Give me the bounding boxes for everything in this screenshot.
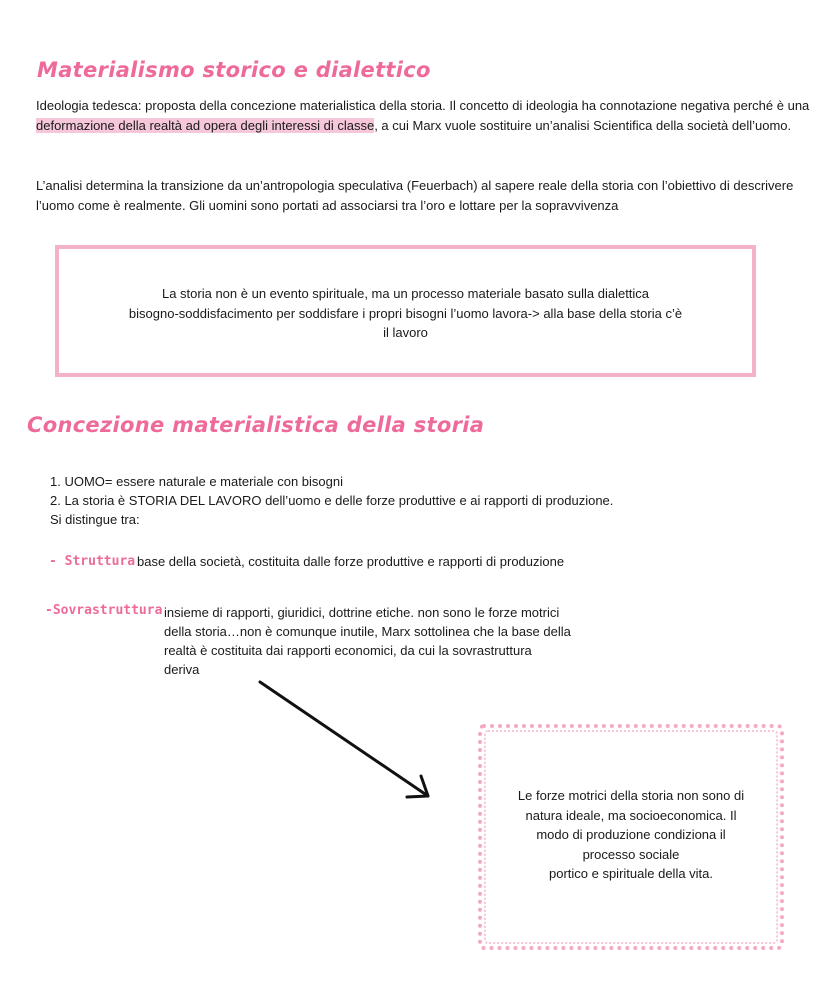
highlighted-text: deformazione della realtà ad opera degli interessi di classe <box>36 117 375 133</box>
definition-line: insieme di rapporti, giuridici, dottrine etiche. non sono le forze motrici <box>164 605 560 620</box>
paragraph-analisi: L’analisi determina la transizione da un’antropologia speculativa (Feuerbach) al sapere reale della storia con l’obiettivo di descrivere l’uomo come è realmente. Gli uomini sono portati ad associarsi tra l’oro e lottare per la sopravvivenza <box>36 178 794 213</box>
arrow-icon <box>250 672 440 807</box>
definition-line: della storia…non è comunque inutile, Marx sottolinea che la base della <box>164 624 571 639</box>
definition-sovrastruttura <box>164 603 634 679</box>
callout-line: natura ideale, ma socioeconomica. Il <box>525 807 737 823</box>
list-item: 2. La storia è STORIA DEL LAVORO dell’uomo e delle forze produttive e ai rapporti di produzione. <box>50 493 614 508</box>
definition-line: deriva <box>164 662 200 677</box>
section-title-concezione: Concezione materialistica della storia <box>27 413 485 437</box>
callout-line: Le forze motrici della storia non sono di <box>517 788 745 803</box>
callout-text <box>86 284 726 343</box>
callout-line: bisogno-soddisfacimento per soddisfare i propri bisogni l’uomo lavora-> alla base della storia c’è <box>128 305 683 321</box>
callout-line: La storia non è un evento spirituale, ma un processo materiale basato sulla dialettica <box>161 286 650 301</box>
term-struttura: - Struttura <box>49 554 136 569</box>
callout-box-forze-motrici <box>478 724 784 950</box>
callout-line: portico e spirituale della vita. <box>548 866 714 881</box>
numbered-list <box>50 472 613 529</box>
paragraph-text: Ideologia tedesca: proposta della concezione materialistica della storia. Il concetto di ideologia ha connotazione negativa perché è una <box>36 98 810 113</box>
callout-box-storia <box>55 245 756 377</box>
term-sovrastruttura: -Sovrastruttura <box>45 603 163 618</box>
callout-line: il lavoro <box>383 325 428 340</box>
list-item: Si distingue tra: <box>50 512 140 527</box>
paragraph-text: , a cui Marx vuole sostituire un’analisi Scientifica della società dell’uomo. <box>374 117 792 133</box>
section-title-materialismo: Materialismo storico e dialettico <box>37 58 431 82</box>
definition-line: realtà è costituita dai rapporti economici, da cui la sovrastruttura <box>164 643 532 658</box>
callout-text <box>502 786 760 884</box>
list-item: 1. UOMO= essere naturale e materiale con bisogni <box>50 474 344 489</box>
arrow-shaft <box>260 682 428 796</box>
callout-line: modo di produzione condiziona il <box>536 827 726 842</box>
callout-line: processo sociale <box>582 846 680 862</box>
definition-struttura: base della società, costituita dalle forze produttive e rapporti di produzione <box>137 554 565 569</box>
paragraph-ideologia <box>36 96 826 135</box>
